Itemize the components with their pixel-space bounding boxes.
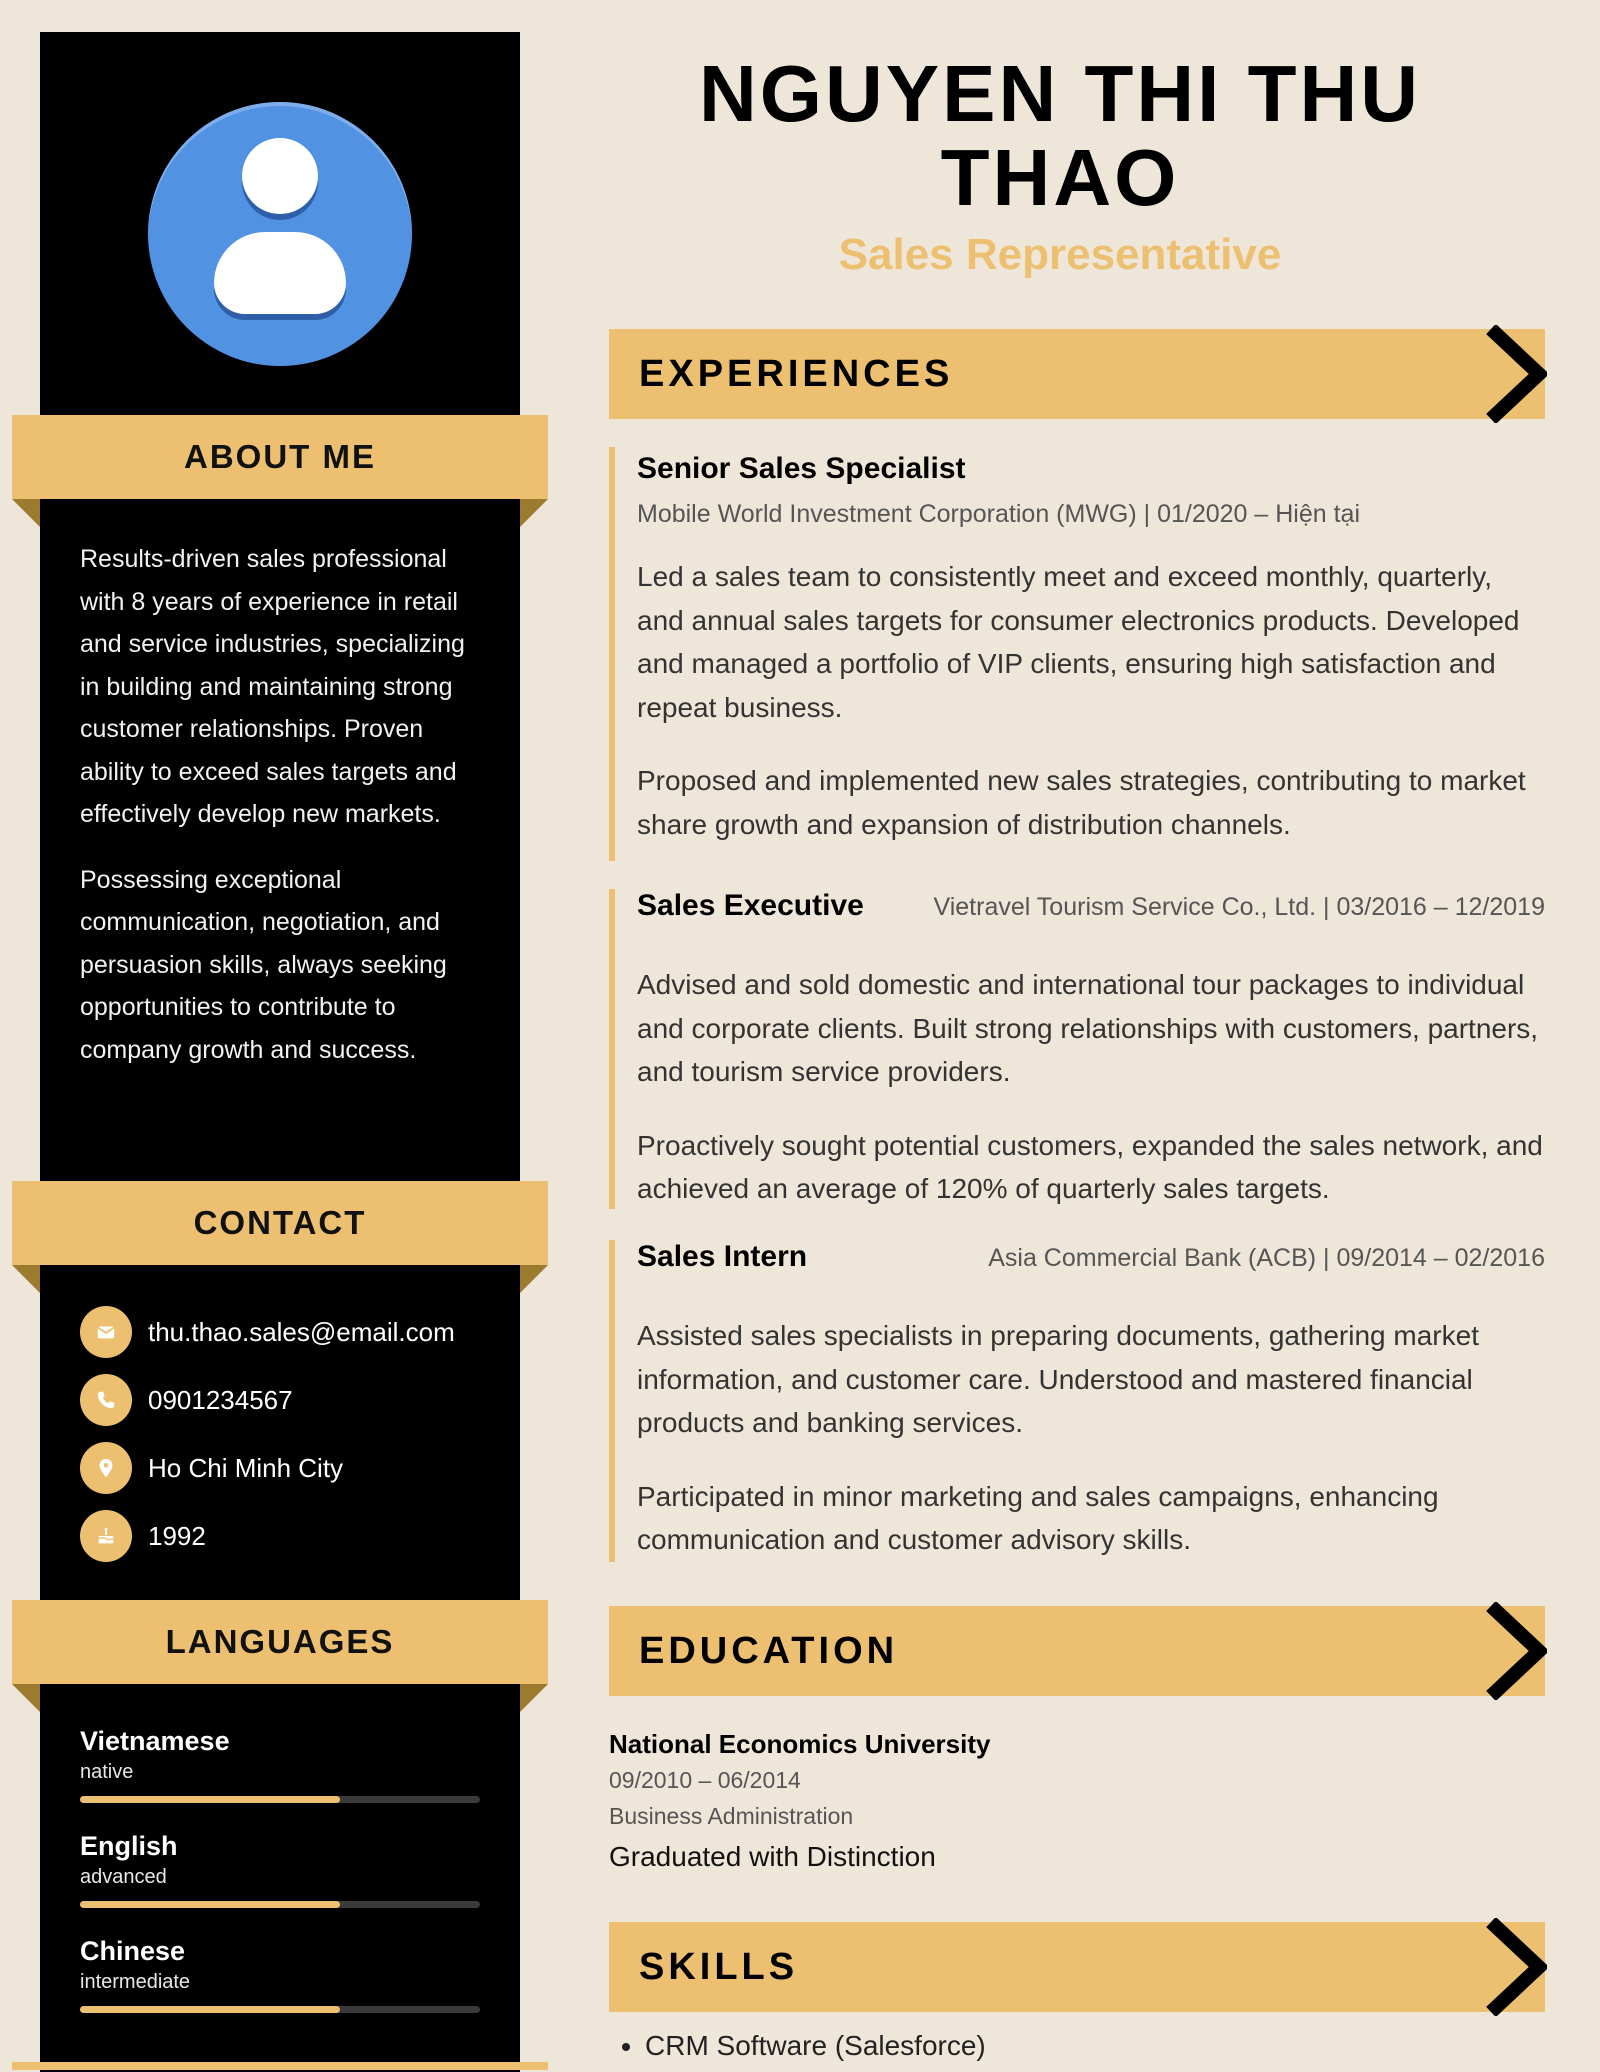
about-paragraph-1: Results-driven sales professional with 8 years of experience in retail and service industries, specializing in building and maintaining strong customer relationships. Proven ability to exceed sales targets and effectively develop new markets. — [80, 545, 465, 828]
location-pin-icon — [80, 1442, 132, 1494]
phone-icon — [80, 1374, 132, 1426]
language-level-bar — [80, 2006, 480, 2013]
full-name — [608, 49, 1512, 222]
chevron-right-icon — [1483, 325, 1547, 423]
experience-description: Participated in minor marketing and sales campaigns, enhancing communication and customer advisory skills. — [637, 1480, 1439, 1555]
language-level: advanced — [80, 1866, 167, 1888]
education-dates: 09/2010 – 06/2014 — [609, 1767, 801, 1793]
language-name: Vietnamese — [80, 1726, 230, 1756]
name-line-1: NGUYEN THI THU — [699, 49, 1421, 138]
email-icon — [80, 1306, 132, 1358]
contact-email-text: thu.thao.sales@email.com — [148, 1316, 455, 1347]
experience-entry — [609, 447, 1545, 861]
experience-company: Mobile World Investment Corporation (MWG) | 01/2020 – Hiện tại — [637, 500, 1360, 528]
experience-entry — [609, 889, 1545, 1209]
language-item — [80, 1934, 480, 2039]
skills-list — [609, 2030, 1545, 2062]
language-level-bar — [80, 1901, 480, 1908]
experience-description: Assisted sales specialists in preparing documents, gathering market information, and customer care. Understood and mastered financial products and banking services. — [637, 1320, 1479, 1438]
language-item — [80, 1724, 480, 1829]
languages-heading: LANGUAGES — [12, 1600, 548, 1684]
avatar-head — [242, 138, 318, 214]
experiences-heading: EXPERIENCES — [639, 353, 954, 395]
about-paragraph-2: Possessing exceptional communication, negotiation, and persuasion skills, always seeking opportunities to contribute to company growth and success. — [80, 865, 447, 1064]
experience-company: Asia Commercial Bank (ACB) | 09/2014 – 02/2016 — [988, 1244, 1545, 1272]
experience-description: Led a sales team to consistently meet and exceed monthly, quarterly, and annual sales targets for consumer electronics products. Developed and managed a portfolio of VIP clients, ensuring high satisfaction and repeat business. — [637, 561, 1520, 723]
experience-description: Advised and sold domestic and international tour packages to individual and corporate clients. Built strong relationships with customers, partners, and tourism service providers. — [637, 969, 1539, 1087]
contact-location-text: Ho Chi Minh City — [148, 1452, 344, 1483]
experience-description: Proactively sought potential customers, expanded the sales network, and achieved an average of 120% of quarterly sales targets. — [637, 1129, 1543, 1204]
experience-entry — [609, 1240, 1545, 1562]
language-level: intermediate — [80, 1971, 191, 1993]
skill-item: • CRM Software (Salesforce) — [645, 2030, 1545, 2062]
education-major: Business Administration — [609, 1803, 854, 1829]
about-me-heading: ABOUT ME — [12, 415, 548, 499]
experience-title: Senior Sales Specialist — [637, 452, 966, 485]
chevron-right-icon — [1483, 1918, 1547, 2016]
contact-birth-year-text: 1992 — [148, 1520, 206, 1551]
chevron-right-icon — [1483, 1602, 1547, 1700]
education-section-header — [609, 1606, 1545, 1696]
education-honor: Graduated with Distinction — [609, 1841, 936, 1872]
education-entry — [609, 1726, 1509, 1880]
language-level-bar — [80, 1796, 480, 1803]
language-level-fill — [80, 2006, 340, 2013]
experience-description: Proposed and implemented new sales strategies, contributing to market share growth and expansion of distribution channels. — [637, 765, 1526, 840]
language-item — [80, 1829, 480, 1934]
language-name: English — [80, 1831, 178, 1861]
contact-phone[interactable] — [80, 1374, 500, 1426]
contact-location — [80, 1442, 500, 1494]
language-level: native — [80, 1761, 134, 1783]
job-title: Sales Representative — [838, 230, 1282, 279]
contact-list — [80, 1306, 500, 1578]
education-school: National Economics University — [609, 1729, 991, 1759]
languages-list — [80, 1724, 480, 2039]
experience-title: Sales Intern — [637, 1240, 808, 1273]
education-heading: EDUCATION — [639, 1630, 899, 1672]
contact-email[interactable] — [80, 1306, 500, 1358]
contact-phone-text: 0901234567 — [148, 1384, 293, 1415]
experience-company: Vietravel Tourism Service Co., Ltd. | 03/2016 – 12/2019 — [933, 893, 1545, 921]
name-line-2: THAO — [940, 133, 1180, 222]
experience-title: Sales Executive — [637, 889, 864, 922]
skills-heading: SKILLS — [639, 1946, 799, 1988]
language-name: Chinese — [80, 1936, 186, 1966]
experiences-section-header — [609, 329, 1545, 419]
skills-section-header — [609, 1922, 1545, 2012]
avatar-body — [214, 232, 346, 314]
contact-heading: CONTACT — [12, 1181, 548, 1265]
sidebar-bottom-ribbon — [12, 2062, 548, 2070]
birthday-cake-icon — [80, 1510, 132, 1562]
avatar-icon — [148, 102, 412, 366]
about-me-text — [80, 538, 480, 1094]
language-level-fill — [80, 1796, 340, 1803]
contact-birth-year — [80, 1510, 500, 1562]
language-level-fill — [80, 1901, 340, 1908]
